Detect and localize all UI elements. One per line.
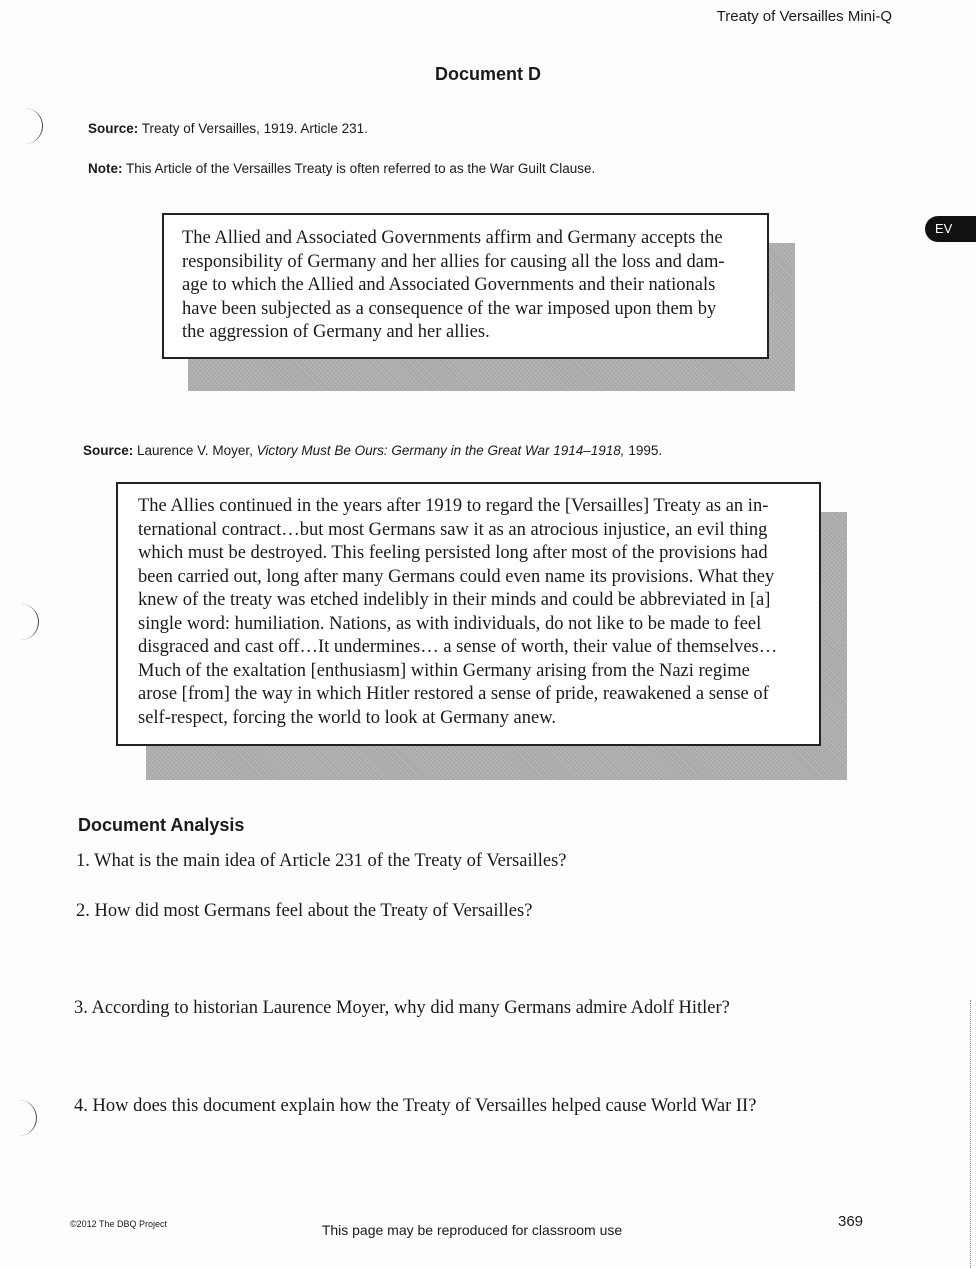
- quote-line: The Allies continued in the years after 1919 to regard the [Versailles] Treaty as an in-: [138, 496, 769, 516]
- reproduction-note: This page may be reproduced for classroom use: [321, 1222, 623, 1238]
- source-year: 1995.: [628, 443, 663, 458]
- source-author: Laurence V. Moyer,: [137, 443, 253, 458]
- source-label: Source:: [83, 443, 134, 458]
- analysis-heading: Document Analysis: [78, 815, 245, 835]
- copyright-notice: ©2012 The DBQ Project: [70, 1219, 168, 1229]
- quote-line: have been subjected as a consequence of the war imposed upon them by: [182, 298, 717, 319]
- quote-box-shadow: [188, 359, 795, 391]
- side-tab: EV: [925, 216, 976, 242]
- analysis-question-4: 4. How does this document explain how the Treaty of Versailles helped cause World War II?: [74, 1096, 757, 1116]
- source-label: Source:: [88, 121, 139, 136]
- quote-line: responsibility of Germany and her allies for causing all the loss and dam-: [182, 251, 725, 272]
- quote-line: arose [from] the way in which Hitler restored a sense of pride, reawakened a sense of: [138, 684, 769, 704]
- analysis-question-2: 2. How did most Germans feel about the Treaty of Versailles?: [76, 901, 533, 921]
- quote-line: self-respect, forcing the world to look at Germany anew.: [138, 707, 556, 728]
- quote-line: The Allied and Associated Governments affirm and Germany accepts the: [182, 228, 723, 248]
- running-header: Treaty of Versailles Mini-Q: [716, 8, 892, 25]
- source-text: Treaty of Versailles, 1919. Article 231.: [141, 121, 368, 136]
- document-title: Document D: [434, 64, 541, 84]
- quote-box-shadow: [821, 512, 847, 780]
- scan-edge-mark: [970, 1000, 971, 1268]
- page-number: 369: [838, 1213, 864, 1230]
- quote-line: been carried out, long after many Germans could even name its provisions. What they: [138, 566, 775, 587]
- article-231-quote-box: [162, 213, 769, 359]
- note: [88, 161, 595, 176]
- punch-hole-mark: [14, 1100, 37, 1136]
- quote-line: disgraced and cast off…It undermines… a sense of worth, their value of themselves…: [138, 637, 778, 657]
- quote-line: which must be destroyed. This feeling persisted long after most of the provisions had: [138, 543, 768, 563]
- quote-line: age to which the Allied and Associated Governments and their nationals: [182, 275, 716, 295]
- quote-line: Much of the exaltation [enthusiasm] within Germany arising from the Nazi regime: [138, 660, 750, 681]
- source-work-title: Victory Must Be Ours: Germany in the Great War 1914–1918,: [256, 443, 625, 458]
- punch-hole-mark: [16, 604, 39, 640]
- quote-line: ternational contract…but most Germans saw it as an atrocious injustice, an evil thing: [138, 519, 768, 540]
- note-text: This Article of the Versailles Treaty is often referred to as the War Guilt Clause.: [126, 161, 596, 176]
- quote-box-shadow: [146, 746, 847, 780]
- source-citation-1: [88, 121, 368, 136]
- punch-hole-mark: [20, 108, 43, 144]
- moyer-quote-box: [116, 482, 821, 746]
- note-label: Note:: [88, 161, 123, 176]
- quote-line: knew of the treaty was etched indelibly in their minds and could be abbreviated in [a]: [138, 590, 771, 610]
- analysis-question-1: 1. What is the main idea of Article 231 of the Treaty of Versailles?: [76, 851, 567, 871]
- quote-line: the aggression of Germany and her allies.: [182, 322, 490, 342]
- analysis-question-3: 3. According to historian Laurence Moyer, why did many Germans admire Adolf Hitler?: [74, 998, 730, 1018]
- source-citation-2: [83, 443, 662, 458]
- quote-line: single word: humiliation. Nations, as with individuals, do not like to be made to feel: [138, 613, 762, 634]
